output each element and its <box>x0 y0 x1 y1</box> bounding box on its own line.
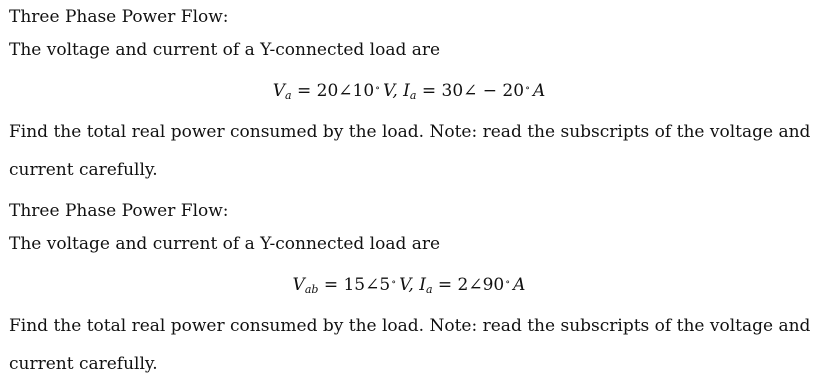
current-symbol: I <box>419 275 426 295</box>
problem-1-question-line2: current carefully. <box>9 160 158 180</box>
voltage-symbol: V <box>272 81 286 101</box>
voltage-subscript: ab <box>304 283 319 296</box>
voltage-unit: V, <box>399 275 414 295</box>
problem-1-question-line1: Find the total real power consumed by the load. Note: read the subscripts of the voltage and <box>9 122 811 142</box>
problem-1-heading: Three Phase Power Flow: <box>9 7 229 27</box>
problem-2-intro: The voltage and current of a Y-connected load are <box>9 234 441 254</box>
degree-symbol: ∘ <box>505 277 511 288</box>
voltage-value: = 20∠10 <box>296 81 375 101</box>
voltage-value: = 15∠5 <box>323 275 391 295</box>
problem-2-question-line1: Find the total real power consumed by the load. Note: read the subscripts of the voltage and <box>9 316 811 336</box>
voltage-subscript: a <box>285 89 292 102</box>
current-value: = 2∠90 <box>437 275 505 295</box>
current-symbol: I <box>403 81 410 101</box>
voltage-symbol: V <box>292 275 305 295</box>
problem-2-equation <box>9 274 809 296</box>
degree-symbol: ∘ <box>375 83 381 94</box>
degree-symbol: ∘ <box>391 277 397 288</box>
current-subscript: a <box>409 89 417 102</box>
degree-symbol: ∘ <box>525 83 530 94</box>
current-value: = 30∠ − 20 <box>421 81 525 101</box>
problem-2-question-line2: current carefully. <box>9 354 158 374</box>
current-unit: A <box>513 275 526 295</box>
voltage-unit: V, <box>383 81 398 101</box>
problem-1-equation <box>9 80 809 102</box>
problem-2-heading: Three Phase Power Flow: <box>9 201 229 221</box>
current-subscript: a <box>425 283 433 296</box>
problem-1-intro: The voltage and current of a Y-connected load are <box>9 40 441 60</box>
current-unit: A <box>532 81 546 101</box>
